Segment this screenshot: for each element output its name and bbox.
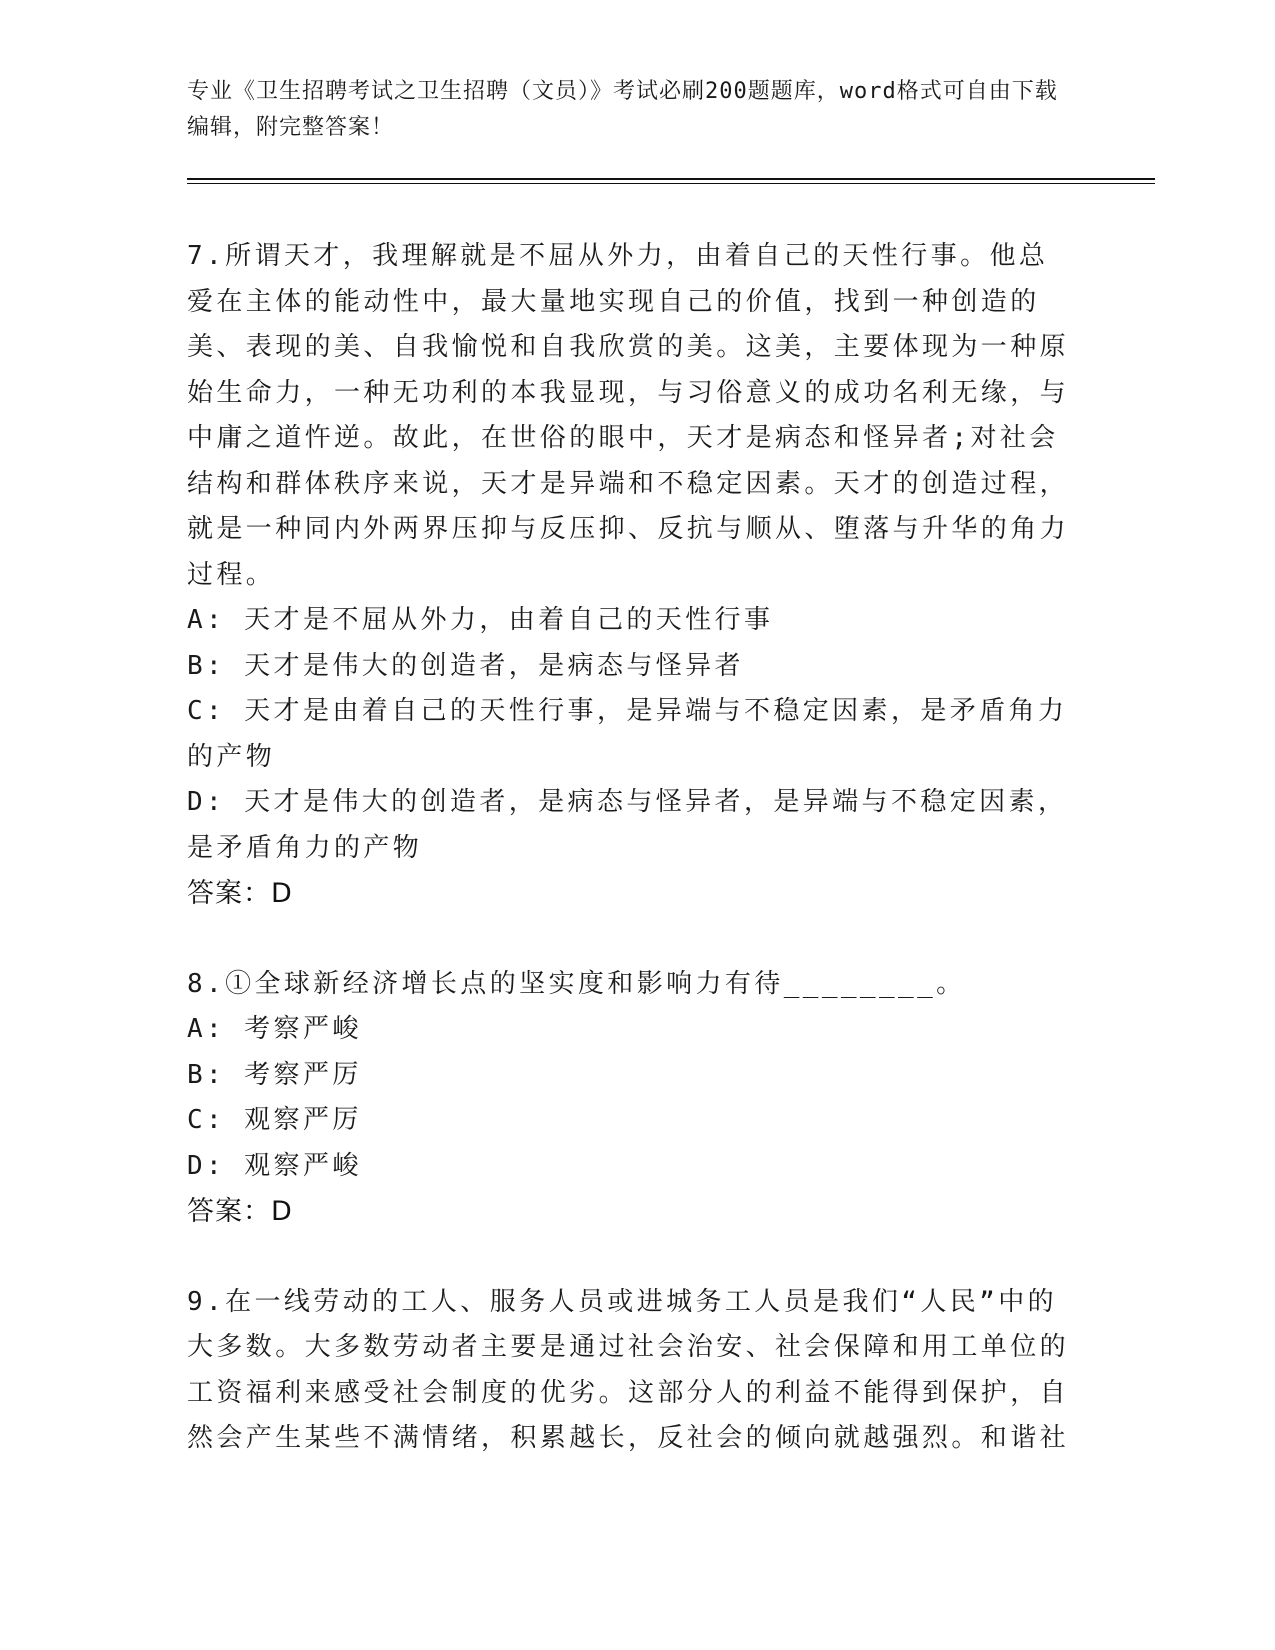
question-text: 9.在一线劳动的工人、服务人员或进城务工人员是我们“人民”中的大多数。大多数劳动者主要是通过社会治安、社会保障和用工单位的工资福利来感受社会制度的优劣。这部分人的利益不能得到保护，自然会产生某些不满情绪，积累越长，反社会的倾向就越强烈。和谐社 bbox=[187, 1286, 1070, 1453]
header-rule-thin bbox=[187, 183, 1155, 184]
question-text: 7.所谓天才，我理解就是不屈从外力，由着自己的天性行事。他总爱在主体的能动性中，最大量地实现自己的价值，找到一种创造的美、表现的美、自我愉悦和自我欣赏的美。这美，主要体现为一种原始生命力，一种无功利的本我显现，与习俗意义的成功名利无缘，与中庸之道忤逆。故此，在世俗的眼中，天才是病态和怪异者;对社会结构和群体秩序来说，天才是异端和不稳定因素。天才的创造过程，就是一种同内外两界压抑与反压抑、反抗与顺从、堕落与升华的角力过程。 bbox=[187, 241, 1070, 590]
option-d: D: 天才是伟大的创造者，是病态与怪异者，是异端与不稳定因素，是矛盾角力的产物 bbox=[187, 787, 1068, 863]
question-list bbox=[187, 234, 1077, 1507]
option-c: C: 天才是由着自己的天性行事，是异端与不稳定因素，是矛盾角力的产物 bbox=[187, 696, 1068, 772]
option-a: A: 天才是不屈从外力，由着自己的天性行事 bbox=[187, 605, 774, 635]
question-7 bbox=[187, 234, 1077, 917]
option-a: A: 考察严峻 bbox=[187, 1014, 362, 1044]
question-9 bbox=[187, 1280, 1077, 1462]
option-d: D: 观察严峻 bbox=[187, 1150, 362, 1181]
option-b: B: 考察严厉 bbox=[187, 1059, 362, 1090]
question-8 bbox=[187, 962, 1077, 1235]
question-text: 8.①全球新经济增长点的坚实度和影响力有待________。 bbox=[187, 968, 966, 999]
header-rule-thick bbox=[187, 178, 1155, 180]
option-c: C: 观察严厉 bbox=[187, 1105, 362, 1135]
answer-label: 答案：D bbox=[187, 1196, 293, 1227]
option-b: B: 天才是伟大的创造者，是病态与怪异者 bbox=[187, 650, 744, 681]
document-header: 专业《卫生招聘考试之卫生招聘（文员）》考试必刷200题题库，word格式可自由下载编辑，附完整答案！ bbox=[187, 79, 1058, 140]
answer-label: 答案：D bbox=[187, 878, 293, 909]
